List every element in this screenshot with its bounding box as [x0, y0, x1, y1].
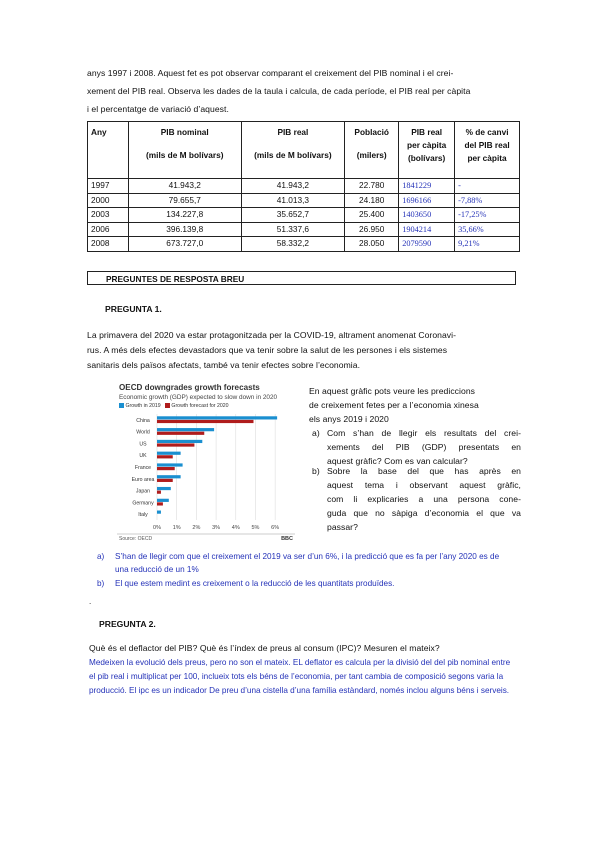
q2-answer-line-3: producció. El ipc es un indicador De preu d’una cistella d’una família estàndard, només inclou alguns béns i serveis. — [89, 686, 510, 695]
q1-answer-a-line-2: una reducció de un 1% — [115, 565, 199, 574]
category-label: China — [136, 417, 150, 424]
x-tick-label: 3% — [212, 525, 221, 531]
x-tick-label: 2% — [192, 525, 201, 531]
intro-line-3: i el percentatge de variació d’aquest. — [87, 104, 229, 114]
q1-subquestion-a-line-3: aquest gràfic? Com es van calcular? — [327, 456, 468, 466]
q1-subquestion-b-marker: b) — [312, 466, 320, 476]
q1-paragraph-line-3: sanitaris dels països afectats, també va tenir efectes sobre l’economia. — [87, 360, 361, 370]
cell-any: 2008 — [88, 237, 129, 252]
cell-per-capita: 2079590 — [399, 237, 455, 252]
cell-nominal: 79.655,7 — [128, 193, 241, 208]
cell-real: 41.013,3 — [241, 193, 345, 208]
bar-2020 — [157, 491, 161, 494]
header-nominal: PIB nominal (mils de M bolívars) — [128, 122, 241, 179]
cell-variacio: 35,66% — [455, 222, 520, 237]
chart-legend — [119, 403, 229, 409]
x-tick-label: 6% — [271, 525, 280, 531]
intro-line-2: xement del PIB real. Observa les dades de la taula i calcula, de cada període, el PIB real per càpita — [87, 86, 471, 96]
header-any: Any — [88, 122, 129, 179]
q2-question: Què és el deflactor del PIB? Què és l’índex de preus al consum (IPC)? Mesuren el mateix? — [89, 643, 440, 653]
cell-poblacio: 26.950 — [345, 222, 399, 237]
bar-2019 — [157, 499, 169, 502]
bar-2020 — [157, 420, 253, 423]
stray-dot: . — [89, 597, 92, 606]
bar-2020 — [157, 467, 175, 470]
cell-variacio: 9,21% — [455, 237, 520, 252]
category-label: Euro area — [131, 476, 155, 483]
intro-line-1: anys 1997 i 2008. Aquest fet es pot observar comparant el creixement del PIB nominal i el crei- — [87, 68, 454, 78]
q1-subquestion-a-line-2: xements del PIB (GDP) presentats en — [327, 442, 521, 452]
header-poblacio: Població (milers) — [345, 122, 399, 179]
section-title: PREGUNTES DE RESPOSTA BREU — [87, 271, 516, 285]
cell-real: 35.652,7 — [241, 208, 345, 223]
cell-poblacio: 22.780 — [345, 179, 399, 194]
bar-2019 — [157, 487, 171, 490]
cell-variacio: -7,88% — [455, 193, 520, 208]
q1-paragraph-line-1: La primavera del 2020 va estar protagonitzada per la COVID-19, altrament anomenat Coronavi- — [87, 330, 457, 340]
q1-subquestion-b-line-4: guda que no sàpiga d’economia el que va — [327, 508, 521, 518]
cell-poblacio: 28.050 — [345, 237, 399, 252]
cell-variacio: -17,25% — [455, 208, 520, 223]
category-label: Japan — [135, 488, 151, 495]
bar-2019 — [157, 452, 181, 455]
chart-plot — [117, 410, 295, 540]
legend-swatch-2020 — [165, 403, 170, 408]
cell-per-capita: 1403650 — [399, 208, 455, 223]
q1-side-line-3: els anys 2019 i 2020 — [309, 414, 389, 424]
q1-answer-b-marker: b) — [97, 579, 105, 588]
table-row — [88, 208, 520, 223]
q1-subquestion-b-line-5: passar? — [327, 522, 358, 532]
q1-heading: PREGUNTA 1. — [105, 304, 162, 314]
bar-2019 — [157, 440, 202, 443]
cell-nominal: 396.139,8 — [128, 222, 241, 237]
cell-real: 58.332,2 — [241, 237, 345, 252]
table-row — [88, 179, 520, 194]
bar-2019 — [157, 511, 161, 514]
bar-2020 — [157, 443, 194, 446]
q1-subquestion-b-line-3: com li explicaries a una persona cone- — [327, 494, 521, 504]
category-label: Italy — [138, 512, 148, 519]
category-label: Germany — [132, 500, 154, 507]
cell-per-capita: 1904214 — [399, 222, 455, 237]
cell-real: 41.943,2 — [241, 179, 345, 194]
table-row — [88, 222, 520, 237]
bar-2019 — [157, 416, 277, 419]
table-row — [88, 193, 520, 208]
q1-subquestion-b-line-1: Sobre la base del que has après en — [327, 466, 521, 476]
chart-subtitle: Economic growth (GDP) expected to slow down in 2020 — [119, 394, 278, 401]
cell-per-capita: 1696166 — [399, 193, 455, 208]
growth-chart — [117, 380, 295, 540]
bbc-logo: BBC — [281, 536, 293, 540]
bar-2019 — [157, 463, 183, 466]
q2-heading: PREGUNTA 2. — [99, 619, 156, 629]
chart-source: Source: OECD — [119, 536, 153, 540]
header-real: PIB real (mils de M bolívars) — [241, 122, 345, 179]
q1-answer-a-line-1: S’han de llegir com que el creixement el 2019 va ser d’un 6%, i la predicció que es fa per l’any 2020 es de — [115, 552, 500, 561]
q1-answer-b-line-1: El que estem medint es creixement o la reducció de les quantitats produïdes. — [115, 579, 395, 588]
q1-subquestion-a-marker: a) — [312, 428, 320, 438]
q1-side-line-1: En aquest gràfic pots veure les prediccions — [309, 386, 475, 396]
q2-answer-line-1: Medeixen la evolució dels preus, pero no son el mateix. EL deflator es calcula per la divisió del del pib nominal entre — [89, 658, 511, 667]
cell-nominal: 673.727,0 — [128, 237, 241, 252]
legend-label-2019: Growth in 2019 — [125, 403, 161, 409]
cell-any: 1997 — [88, 179, 129, 194]
q2-answer-line-2: el pib real i multiplicat per 100, inclueix tots els béns de l’economia, per tant cambia de composició segons varia la — [89, 672, 504, 681]
cell-nominal: 41.943,2 — [128, 179, 241, 194]
table-row — [88, 237, 520, 252]
cell-any: 2006 — [88, 222, 129, 237]
cell-nominal: 134.227,8 — [128, 208, 241, 223]
cell-poblacio: 25.400 — [345, 208, 399, 223]
bar-2019 — [157, 475, 181, 478]
q1-subquestion-a-line-1: Com s’han de llegir els resultats del crei- — [327, 428, 521, 438]
category-label: US — [139, 441, 147, 448]
cell-variacio: - — [455, 179, 520, 194]
category-label: UK — [139, 453, 147, 460]
bar-2020 — [157, 502, 163, 505]
header-per-capita: PIB real per càpita (bolívars) — [399, 122, 455, 179]
bar-2020 — [157, 479, 173, 482]
header-variacio: % de canvi del PIB real per càpita — [455, 122, 520, 179]
x-tick-label: 4% — [231, 525, 240, 531]
q1-side-line-2: de creixement fetes per a l’economia xinesa — [309, 400, 479, 410]
cell-real: 51.337,6 — [241, 222, 345, 237]
table-header-row — [88, 122, 520, 179]
bar-2019 — [157, 428, 214, 431]
bar-2020 — [157, 455, 173, 458]
cell-per-capita: 1841229 — [399, 179, 455, 194]
cell-any: 2000 — [88, 193, 129, 208]
legend-swatch-2019 — [119, 403, 124, 408]
category-label: France — [134, 465, 152, 471]
cell-any: 2003 — [88, 208, 129, 223]
chart-title: OECD downgrades growth forecasts — [119, 383, 260, 392]
x-tick-label: 5% — [251, 525, 260, 531]
cell-poblacio: 24.180 — [345, 193, 399, 208]
q1-subquestion-b-line-2: aquest tema i observant aquest gràfic, — [327, 480, 521, 490]
pib-table — [87, 121, 520, 252]
category-label: World — [136, 429, 150, 436]
legend-label-2020: Growth forecast for 2020 — [171, 403, 229, 409]
q1-paragraph-line-2: rus. A més dels efectes devastadors que va tenir sobre la salut de les persones i els sistemes — [87, 345, 448, 355]
q1-answer-a-marker: a) — [97, 552, 105, 561]
bar-2020 — [157, 432, 204, 435]
x-tick-label: 0% — [153, 525, 161, 531]
x-tick-label: 1% — [172, 525, 181, 531]
